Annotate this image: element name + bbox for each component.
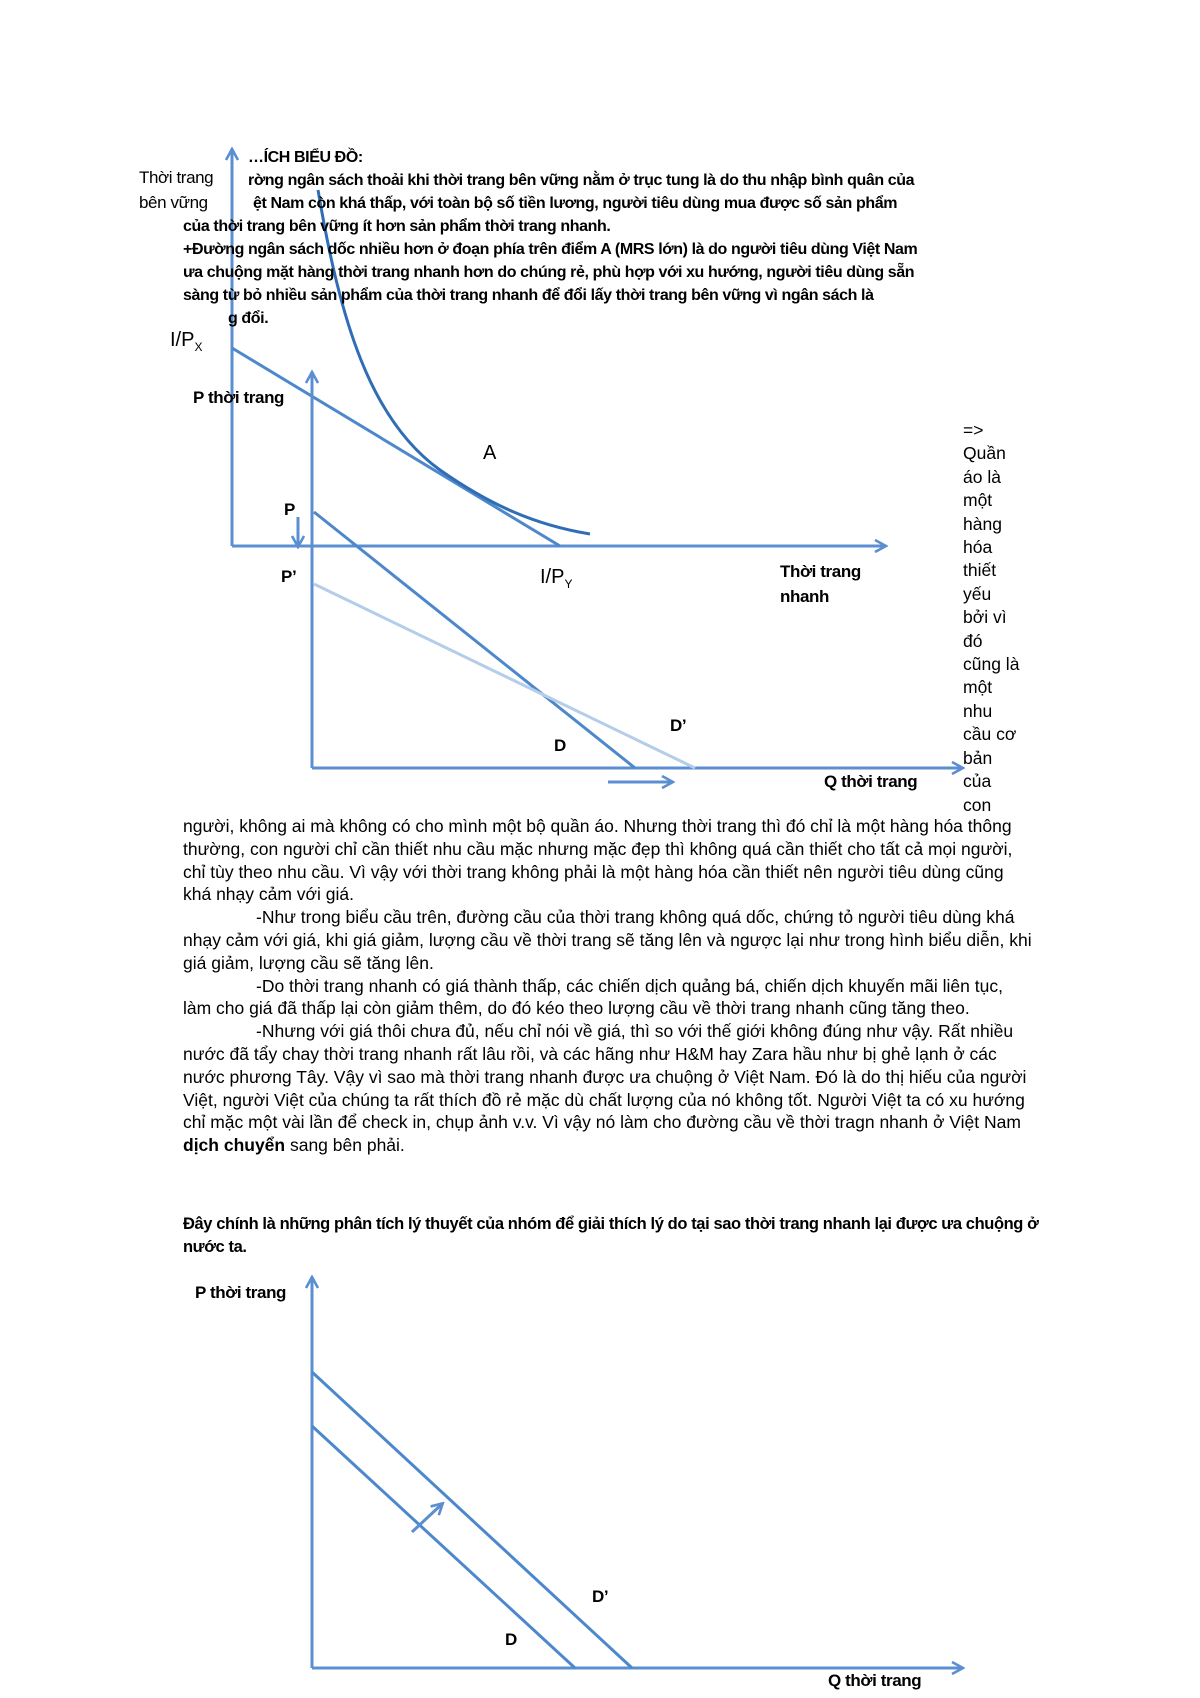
- fig2-x-axis-label: Q thời trang: [824, 772, 918, 791]
- body-text: [183, 815, 1033, 1157]
- side-note-word: yếu: [963, 583, 992, 604]
- fig1-x-axis-label-line1: Thời trang: [780, 562, 861, 581]
- fig2-demand-label: D: [554, 736, 566, 755]
- fig1-point-a: A: [483, 442, 497, 464]
- analysis-line-3: của thời trang bên vững ít hơn sản phẩm thời trang nhanh.: [183, 218, 611, 235]
- side-note-word: nhu: [963, 700, 993, 721]
- fig1-x-intercept-sub: Y: [564, 577, 573, 591]
- body-paragraph-3: -Do thời trang nhanh có giá thành thấp, các chiến dịch quảng bá, chiến dịch khuyến mãi liên tục, làm cho giá đã thấp lại còn giảm thêm, do đó kéo theo lượng cầu về thời trang nhanh cũng tăng theo.: [183, 975, 1003, 1019]
- fig2-demand-new-label: D’: [670, 716, 687, 735]
- body-paragraph-4-text: -Nhưng với giá thôi chưa đủ, nếu chỉ nói về giá, thì so với thế giới không đúng như vậy. Rất nhiều nước đã tẩy chay thời trang nhanh rất lâu rồi, và các hãng như H&M hay Zara hầu như bị ghẻ lạnh ở các nước phương Tây. Vậy vì sao mà thời trang nhanh được ưa chuộng ở Việt Nam. Đó là do thị hiếu của người Việt, người Việt của chúng ta rất thích đồ rẻ mặc dù chất lượng của nó không tốt. Người Việt ta có xu hướng chỉ mặc một vài lần để check in, chụp ảnh v.v. Vì vậy nó làm cho đường cầu về thời tragn nhanh ở Việt Nam: [183, 1021, 1027, 1133]
- side-note-word: đó: [963, 630, 983, 651]
- body-paragraph-4-end: sang bên phải.: [285, 1135, 405, 1156]
- body-paragraph-2: -Như trong biểu cầu trên, đường cầu của thời trang không quá dốc, chứng tỏ người tiêu dùng khá nhạy cảm với giá, khi giá giảm, lượng cầu về thời trang sẽ tăng lên và ngược lại như trong hình biểu diễn, khi giá giảm, lượng cầu sẽ tăng lên.: [183, 907, 1032, 973]
- fig2-price-new-label: P’: [281, 567, 297, 586]
- side-note-word: hàng: [963, 513, 1002, 534]
- body-paragraph-4: [183, 1020, 1033, 1157]
- fig1-y-axis-label-line1: Thời trang: [139, 168, 214, 187]
- side-note-word: của: [963, 771, 992, 792]
- analysis-line-1: rờng ngân sách thoải khi thời trang bên vững nằm ở trục tung là do thu nhập bình quân của: [248, 172, 915, 189]
- side-note-word: thiết: [963, 560, 997, 581]
- side-note-word: một: [963, 490, 993, 511]
- side-note-word: con: [963, 794, 992, 815]
- fig3-y-axis-label: P thời trang: [195, 1283, 287, 1302]
- analysis-line-4: +Đường ngân sách dốc nhiều hơn ở đoạn phía trên điểm A (MRS lớn) là do người tiêu dùng Việt Nam: [183, 241, 918, 258]
- fig1-x-intercept-text: I/P: [540, 566, 565, 588]
- conclusion-text: Đây chính là những phân tích lý thuyết của nhóm để giải thích lý do tại sao thời trang nhanh lại được ưa chuộng ở nước ta.: [183, 1215, 1039, 1256]
- side-note-word: bởi vì: [963, 607, 1007, 628]
- side-note-word: cũng là: [963, 654, 1020, 675]
- bottom-diagram: [0, 1248, 1200, 1698]
- demand-curve-d-prime: [314, 584, 695, 768]
- fig1-y-intercept-text: I/P: [170, 329, 195, 351]
- analysis-line-6: sàng từ bỏ nhiều sản phẩm của thời trang nhanh để đổi lấy thời trang bên vững vì ngân sách là: [183, 287, 874, 304]
- side-note-word: áo là: [963, 466, 1001, 487]
- side-note-word: bản: [963, 747, 993, 768]
- side-note: [963, 419, 1043, 817]
- side-note-word: một: [963, 677, 993, 698]
- fig3-shift-arrow: [412, 1504, 442, 1532]
- fig3-x-axis-label: Q thời trang: [828, 1671, 922, 1690]
- analysis-line-2: ệt Nam còn khá thấp, với toàn bộ số tiền lương, người tiêu dùng mua được số sản phẩm: [253, 195, 898, 212]
- side-note-word: =>: [963, 420, 984, 440]
- fig3-demand-new-label: D’: [592, 1587, 609, 1606]
- fig1-x-intercept-label: [540, 567, 572, 594]
- fig1-x-axis-label: [780, 559, 861, 609]
- fig1-y-intercept-sub: X: [194, 340, 203, 354]
- fig3-demand-d-prime: [312, 1372, 632, 1668]
- fig2-price-label: P: [284, 500, 295, 519]
- body-paragraph-1: người, không ai mà không có cho mình một bộ quần áo. Nhưng thời trang thì đó chỉ là một hàng hóa thông thường, con người chỉ cần thiết nhu cầu mặc nhưng mặc đẹp thì không quá cần thiết cho tất cả mọi người, chỉ tùy theo nhu cầu. Vì vậy với thời trang không phải là một hàng hóa cần thiết nên người tiêu dùng cũng khá nhạy cảm với giá.: [183, 816, 1013, 905]
- side-note-word: cầu cơ: [963, 724, 1017, 745]
- side-note-word: hóa: [963, 537, 993, 558]
- fig2-y-axis-label: P thời trang: [193, 388, 285, 407]
- fig3-demand-label: D: [505, 1630, 517, 1649]
- budget-line: [232, 348, 560, 546]
- body-paragraph-4-bold: dịch chuyển: [183, 1135, 286, 1156]
- analysis-text: [183, 146, 1043, 330]
- fig1-y-axis-label-line2: bên vững: [139, 193, 208, 212]
- fig3-demand-d: [312, 1426, 575, 1668]
- side-note-word: Quần: [963, 443, 1006, 464]
- analysis-line-7: g đổi.: [228, 310, 269, 327]
- analysis-line-5: ưa chuộng mặt hàng thời trang nhanh hơn do chúng rẻ, phù hợp với xu hướng, người tiêu dùng sẵn: [183, 264, 915, 281]
- analysis-heading: …ÍCH BIỂU ĐỒ:: [248, 149, 363, 166]
- fig1-y-intercept-label: [170, 330, 202, 357]
- fig1-x-axis-label-line2: nhanh: [780, 587, 829, 606]
- demand-curve-d: [314, 512, 635, 768]
